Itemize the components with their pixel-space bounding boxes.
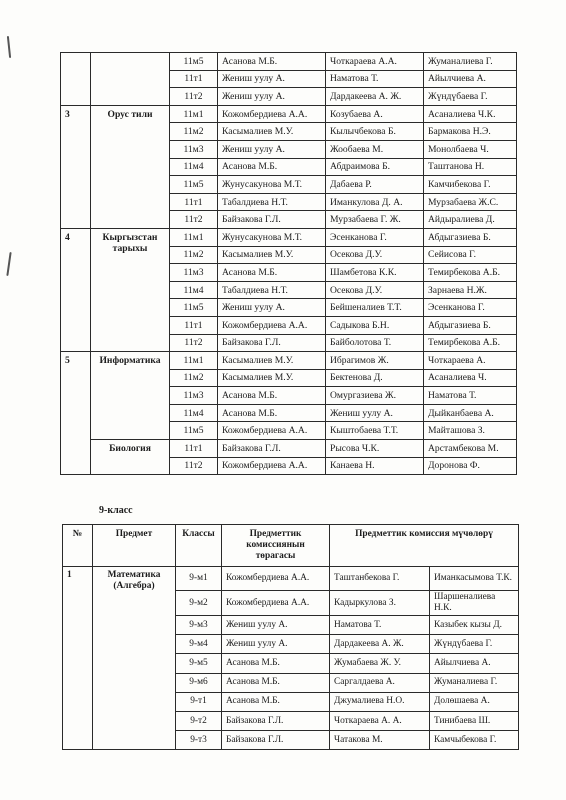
chair-cell: Касымалиев М.У. bbox=[218, 369, 326, 387]
class-cell: 11т2 bbox=[170, 211, 218, 229]
member-cell: Сейисова Г. bbox=[424, 246, 517, 264]
class-cell: 11м4 bbox=[170, 404, 218, 422]
class-cell: 11м4 bbox=[170, 281, 218, 299]
chair-cell: Асанова М.Б. bbox=[222, 692, 330, 711]
class-cell: 11м5 bbox=[170, 53, 218, 71]
member-cell: Саргалдаева А. bbox=[330, 673, 430, 692]
member-cell: Арстамбекова М. bbox=[424, 440, 517, 458]
member-cell: Абдыгазиева Б. bbox=[424, 316, 517, 334]
subject-cell: Математика (Алгебра) bbox=[93, 567, 176, 750]
member-cell: Кадыркулова З. bbox=[330, 591, 430, 616]
class-cell: 11м3 bbox=[170, 264, 218, 282]
member-cell: Дыйканбаева А. bbox=[424, 404, 517, 422]
member-cell: Иманкасымова Т.К. bbox=[430, 567, 519, 591]
member-cell: Жумабаева Ж. У. bbox=[330, 654, 430, 673]
member-cell: Жуманалиева Г. bbox=[430, 673, 519, 692]
table-row bbox=[61, 440, 517, 458]
member-cell: Бектенова Д. bbox=[326, 369, 424, 387]
class-cell: 9-м6 bbox=[176, 673, 222, 692]
member-cell: Эсенканова Г. bbox=[326, 228, 424, 246]
member-cell: Наматова Т. bbox=[330, 616, 430, 635]
member-cell: Наматова Т. bbox=[326, 70, 424, 88]
chair-cell: Байзакова Г.Л. bbox=[218, 440, 326, 458]
class-cell: 11м2 bbox=[170, 123, 218, 141]
class-cell: 11т1 bbox=[170, 193, 218, 211]
member-cell: Бармакова Н.Э. bbox=[424, 123, 517, 141]
member-cell: Чоткараева А.А. bbox=[326, 53, 424, 71]
member-cell: Канаева Н. bbox=[326, 457, 424, 475]
member-cell: Садыкова Б.Н. bbox=[326, 316, 424, 334]
table-row bbox=[63, 567, 519, 591]
member-cell: Майташова З. bbox=[424, 422, 517, 440]
member-cell: Шаршеналиева Н.К. bbox=[430, 591, 519, 616]
class-cell: 11т2 bbox=[170, 88, 218, 106]
member-cell: Иманкулова Д. А. bbox=[326, 193, 424, 211]
chair-cell: Жениш уулу А. bbox=[222, 616, 330, 635]
member-cell: Зарнаева Н.Ж. bbox=[424, 281, 517, 299]
member-cell: Мурзабаева Ж.С. bbox=[424, 193, 517, 211]
table-row bbox=[61, 352, 517, 370]
member-cell: Наматова Т. bbox=[424, 387, 517, 405]
chair-cell: Асанова М.Б. bbox=[218, 53, 326, 71]
class-cell: 9-м1 bbox=[176, 567, 222, 591]
class-cell: 11м2 bbox=[170, 246, 218, 264]
member-cell: Айылчиева А. bbox=[430, 654, 519, 673]
class-cell: 11м1 bbox=[170, 105, 218, 123]
subject-cell: Орус тили bbox=[91, 105, 170, 228]
class-cell: 11м4 bbox=[170, 158, 218, 176]
member-cell: Камчыбекова Г. bbox=[430, 731, 519, 750]
member-cell: Таштанова Н. bbox=[424, 158, 517, 176]
member-cell: Айдыралиева Д. bbox=[424, 211, 517, 229]
class-cell: 9-т3 bbox=[176, 731, 222, 750]
class-cell: 11м3 bbox=[170, 140, 218, 158]
subject-cell bbox=[91, 53, 170, 106]
table-row bbox=[61, 105, 517, 123]
member-cell: Айылчиева А. bbox=[424, 70, 517, 88]
class-cell: 11м5 bbox=[170, 422, 218, 440]
chair-cell: Жунусакунова М.Т. bbox=[218, 176, 326, 194]
scan-mark-left-bottom bbox=[6, 252, 11, 276]
class-cell: 11м3 bbox=[170, 387, 218, 405]
member-cell: Жүндүбаева Г. bbox=[430, 635, 519, 654]
chair-cell: Кожомбердиева А.А. bbox=[218, 105, 326, 123]
subject-cell: Кыргызстан тарыхы bbox=[91, 228, 170, 351]
chair-cell: Жениш уулу А. bbox=[218, 140, 326, 158]
member-cell: Чоткараева А. А. bbox=[330, 711, 430, 730]
member-cell: Осекова Д.У. bbox=[326, 246, 424, 264]
section-title-9-class: 9-класс bbox=[99, 505, 133, 516]
chair-cell: Табалдиева Н.Т. bbox=[218, 281, 326, 299]
class-cell: 9-т1 bbox=[176, 692, 222, 711]
class-cell: 11м2 bbox=[170, 369, 218, 387]
member-cell: Чатакова М. bbox=[330, 731, 430, 750]
class-cell: 11м1 bbox=[170, 352, 218, 370]
chair-cell: Жениш уулу А. bbox=[218, 70, 326, 88]
chair-cell: Кожомбердиева А.А. bbox=[218, 422, 326, 440]
subject-cell: Информатика bbox=[91, 352, 170, 440]
chair-cell: Асанова М.Б. bbox=[218, 404, 326, 422]
member-cell: Монолбаева Ч. bbox=[424, 140, 517, 158]
member-cell: Таштанбекова Г. bbox=[330, 567, 430, 591]
header-members: Предметтик комиссия мүчөлөрү bbox=[330, 525, 519, 567]
member-cell: Чоткараева А. bbox=[424, 352, 517, 370]
member-cell: Темирбекова А.Б. bbox=[424, 264, 517, 282]
chair-cell: Жениш уулу А. bbox=[218, 88, 326, 106]
table-row bbox=[61, 228, 517, 246]
chair-cell: Асанова М.Б. bbox=[218, 158, 326, 176]
header-subject: Предмет bbox=[93, 525, 176, 567]
header-number: № bbox=[63, 525, 93, 567]
row-number: 4 bbox=[61, 228, 91, 351]
class-cell: 9-м2 bbox=[176, 591, 222, 616]
class-cell: 9-м4 bbox=[176, 635, 222, 654]
member-cell: Кыштобаева Т.Т. bbox=[326, 422, 424, 440]
chair-cell: Касымалиев М.У. bbox=[218, 123, 326, 141]
chair-cell: Байзакова Г.Л. bbox=[222, 731, 330, 750]
row-number: 3 bbox=[61, 105, 91, 228]
member-cell: Дабаева Р. bbox=[326, 176, 424, 194]
member-cell: Байболотова Т. bbox=[326, 334, 424, 352]
subject-cell: Биология bbox=[91, 440, 170, 475]
member-cell: Камчибекова Г. bbox=[424, 176, 517, 194]
chair-cell: Касымалиев М.У. bbox=[218, 352, 326, 370]
chair-cell: Кожомбердиева А.А. bbox=[218, 316, 326, 334]
member-cell: Жүндүбаева Г. bbox=[424, 88, 517, 106]
table-row bbox=[61, 53, 517, 71]
class-cell: 11м5 bbox=[170, 299, 218, 317]
chair-cell: Жениш уулу А. bbox=[218, 299, 326, 317]
scan-mark-left-top bbox=[7, 36, 11, 58]
member-cell: Осекова Д.У. bbox=[326, 281, 424, 299]
member-cell: Доронова Ф. bbox=[424, 457, 517, 475]
class-cell: 11т2 bbox=[170, 457, 218, 475]
member-cell: Долөшаева А. bbox=[430, 692, 519, 711]
member-cell: Эсенканова Г. bbox=[424, 299, 517, 317]
class-cell: 11т1 bbox=[170, 440, 218, 458]
member-cell: Мурзабаева Г. Ж. bbox=[326, 211, 424, 229]
chair-cell: Асанова М.Б. bbox=[222, 654, 330, 673]
member-cell: Тинибаева Ш. bbox=[430, 711, 519, 730]
row-number bbox=[61, 53, 91, 106]
member-cell: Асаналиева Ч. bbox=[424, 369, 517, 387]
chair-cell: Байзакова Г.Л. bbox=[218, 334, 326, 352]
member-cell: Темирбекова А.Б. bbox=[424, 334, 517, 352]
table-header-row bbox=[63, 525, 519, 567]
member-cell: Бейшеналиев Т.Т. bbox=[326, 299, 424, 317]
class-cell: 11т1 bbox=[170, 316, 218, 334]
chair-cell: Кожомбердиева А.А. bbox=[222, 591, 330, 616]
row-number: 5 bbox=[61, 352, 91, 475]
commission-table-9 bbox=[62, 524, 519, 750]
member-cell: Абдыгазиева Б. bbox=[424, 228, 517, 246]
class-cell: 9-м5 bbox=[176, 654, 222, 673]
member-cell: Жуманалиева Г. bbox=[424, 53, 517, 71]
member-cell: Ибрагимов Ж. bbox=[326, 352, 424, 370]
chair-cell: Байзакова Г.Л. bbox=[218, 211, 326, 229]
chair-cell: Касымалиев М.У. bbox=[218, 246, 326, 264]
member-cell: Омургазиева Ж. bbox=[326, 387, 424, 405]
chair-cell: Кожомбердиева А.А. bbox=[218, 457, 326, 475]
chair-cell: Асанова М.Б. bbox=[218, 387, 326, 405]
chair-cell: Асанова М.Б. bbox=[218, 264, 326, 282]
member-cell: Абдраимова Б. bbox=[326, 158, 424, 176]
member-cell: Козубаева А. bbox=[326, 105, 424, 123]
member-cell: Жениш уулу А. bbox=[326, 404, 424, 422]
class-cell: 11м5 bbox=[170, 176, 218, 194]
chair-cell: Жунусакунова М.Т. bbox=[218, 228, 326, 246]
member-cell: Асаналиева Ч.К. bbox=[424, 105, 517, 123]
chair-cell: Асанова М.Б. bbox=[222, 673, 330, 692]
chair-cell: Жениш уулу А. bbox=[222, 635, 330, 654]
commission-table-11 bbox=[60, 52, 517, 475]
member-cell: Рысова Ч.К. bbox=[326, 440, 424, 458]
header-classes: Классы bbox=[176, 525, 222, 567]
class-cell: 9-т2 bbox=[176, 711, 222, 730]
member-cell: Дардакеева А. Ж. bbox=[330, 635, 430, 654]
chair-cell: Байзакова Г.Л. bbox=[222, 711, 330, 730]
header-chair: Предметтик комиссиянын төрагасы bbox=[222, 525, 330, 567]
row-number: 1 bbox=[63, 567, 93, 750]
class-cell: 11м1 bbox=[170, 228, 218, 246]
member-cell: Дардакеева А. Ж. bbox=[326, 88, 424, 106]
member-cell: Шамбетова К.К. bbox=[326, 264, 424, 282]
member-cell: Жообаева М. bbox=[326, 140, 424, 158]
member-cell: Кылычбекова Б. bbox=[326, 123, 424, 141]
class-cell: 11т1 bbox=[170, 70, 218, 88]
class-cell: 11т2 bbox=[170, 334, 218, 352]
class-cell: 9-м3 bbox=[176, 616, 222, 635]
chair-cell: Табалдиева Н.Т. bbox=[218, 193, 326, 211]
chair-cell: Кожомбердиева А.А. bbox=[222, 567, 330, 591]
member-cell: Джумалиева Н.О. bbox=[330, 692, 430, 711]
member-cell: Казыбек кызы Д. bbox=[430, 616, 519, 635]
